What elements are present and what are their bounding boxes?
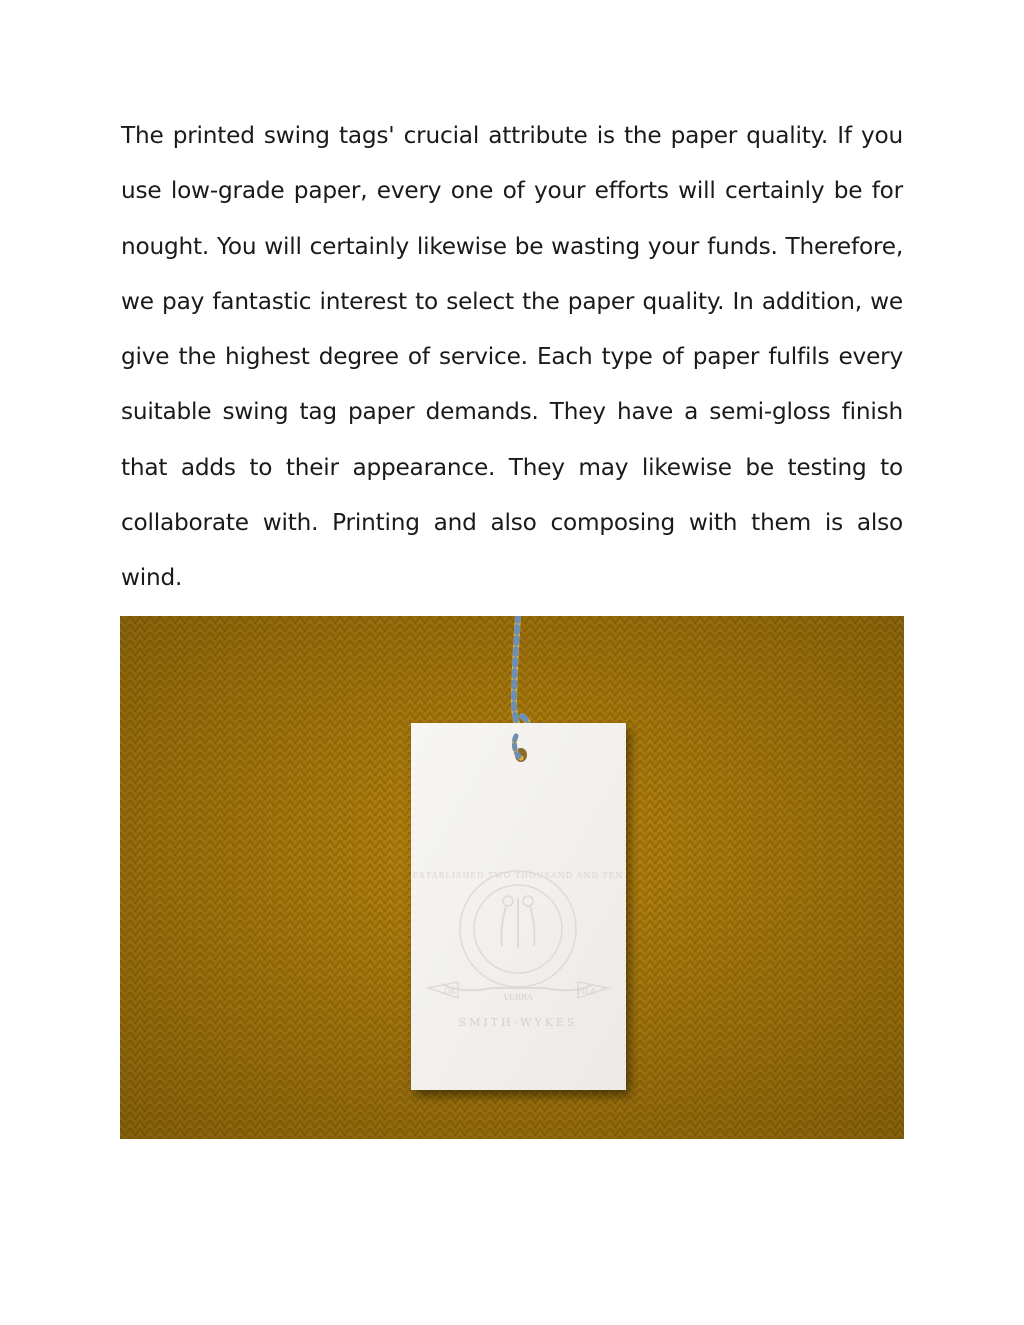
tag-brand-text: SMITH·WYKES xyxy=(458,1016,578,1029)
ribbon-left-text: OK xyxy=(443,987,457,996)
seal-ring-text: ESTABLISHED TWO THOUSAND AND TEN xyxy=(412,871,624,880)
ribbon-center-text: VERRA xyxy=(503,993,533,1002)
body-paragraph: The printed swing tags' crucial attribute is the paper quality. If you use low-grade paper, every one of your efforts will certainly be for nought. You will certainly likewise be wasting your funds. Therefore, we pay fantastic interest to select the paper quality. In addition, we give the highest degree of service. Each type of paper fulfils every suitable swing tag paper demands. They have a semi-gloss finish that adds to their appearance. They may likewise be testing to collaborate with. Printing and also composing with them is also wind. xyxy=(121,122,903,592)
ribbon-right-text: FILA xyxy=(576,987,596,996)
swing-tag-photo xyxy=(120,616,904,1139)
